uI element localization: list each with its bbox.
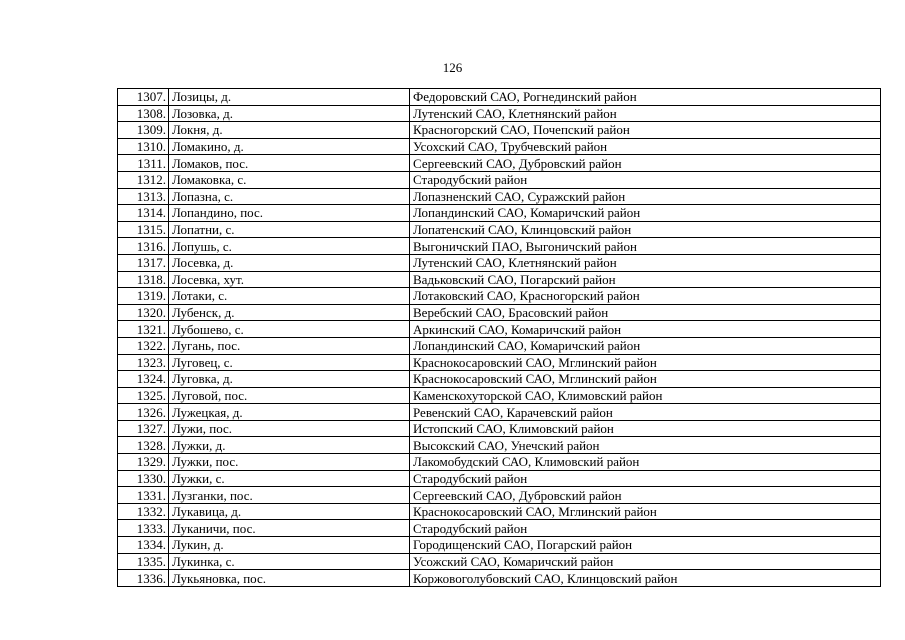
district-name: Ревенский САО, Карачевский район	[410, 404, 881, 421]
row-number: 1332.	[118, 503, 169, 520]
row-number: 1330.	[118, 470, 169, 487]
locality-name: Лужи, пос.	[169, 420, 410, 437]
row-number: 1317.	[118, 254, 169, 271]
row-number: 1308.	[118, 105, 169, 122]
district-name: Сергеевский САО, Дубровский район	[410, 487, 881, 504]
table-row	[118, 537, 881, 554]
row-number: 1335.	[118, 553, 169, 570]
district-name: Сергеевский САО, Дубровский район	[410, 155, 881, 172]
table-row	[118, 470, 881, 487]
locality-name: Луговец, с.	[169, 354, 410, 371]
district-name: Краснокосаровский САО, Мглинский район	[410, 371, 881, 388]
locality-name: Луговой, пос.	[169, 387, 410, 404]
table-row	[118, 570, 881, 587]
district-name: Лутенский САО, Клетнянский район	[410, 105, 881, 122]
table-row	[118, 354, 881, 371]
table-row	[118, 171, 881, 188]
table-row	[118, 553, 881, 570]
locality-name: Лопатни, с.	[169, 221, 410, 238]
district-name: Веребский САО, Брасовский район	[410, 304, 881, 321]
row-number: 1334.	[118, 537, 169, 554]
row-number: 1316.	[118, 238, 169, 255]
table-row	[118, 238, 881, 255]
locality-name: Лосевка, хут.	[169, 271, 410, 288]
district-name: Городищенский САО, Погарский район	[410, 537, 881, 554]
table-row	[118, 520, 881, 537]
row-number: 1331.	[118, 487, 169, 504]
locality-name: Локня, д.	[169, 122, 410, 139]
row-number: 1321.	[118, 321, 169, 338]
locality-name: Лопушь, с.	[169, 238, 410, 255]
table-row	[118, 254, 881, 271]
row-number: 1323.	[118, 354, 169, 371]
table-row	[118, 454, 881, 471]
locality-name: Лозовка, д.	[169, 105, 410, 122]
table-row	[118, 221, 881, 238]
district-name: Стародубский район	[410, 171, 881, 188]
row-number: 1319.	[118, 288, 169, 305]
settlements-table-body	[118, 89, 881, 587]
table-row	[118, 155, 881, 172]
district-name: Усожский САО, Комаричский район	[410, 553, 881, 570]
row-number: 1325.	[118, 387, 169, 404]
district-name: Лопандинский САО, Комаричский район	[410, 337, 881, 354]
locality-name: Лугань, пос.	[169, 337, 410, 354]
table-row	[118, 387, 881, 404]
district-name: Лопазненский САО, Суражский район	[410, 188, 881, 205]
district-name: Аркинский САО, Комаричский район	[410, 321, 881, 338]
district-name: Лотаковский САО, Красногорский район	[410, 288, 881, 305]
district-name: Красногорский САО, Почепский район	[410, 122, 881, 139]
locality-name: Лубенск, д.	[169, 304, 410, 321]
row-number: 1320.	[118, 304, 169, 321]
locality-name: Лужки, пос.	[169, 454, 410, 471]
page-number: 126	[442, 60, 463, 75]
settlements-table	[117, 88, 881, 587]
locality-name: Ломаков, пос.	[169, 155, 410, 172]
locality-name: Лузганки, пос.	[169, 487, 410, 504]
table-row	[118, 205, 881, 222]
table-row	[118, 437, 881, 454]
table-row	[118, 487, 881, 504]
locality-name: Луканичи, пос.	[169, 520, 410, 537]
table-row	[118, 89, 881, 106]
district-name: Каменскохуторской САО, Климовский район	[410, 387, 881, 404]
row-number: 1326.	[118, 404, 169, 421]
locality-name: Лужецкая, д.	[169, 404, 410, 421]
locality-name: Лукавица, д.	[169, 503, 410, 520]
row-number: 1336.	[118, 570, 169, 587]
table-row	[118, 105, 881, 122]
locality-name: Лукинка, с.	[169, 553, 410, 570]
table-row	[118, 271, 881, 288]
row-number: 1312.	[118, 171, 169, 188]
row-number: 1315.	[118, 221, 169, 238]
table-row	[118, 404, 881, 421]
table-row	[118, 337, 881, 354]
table-row	[118, 188, 881, 205]
row-number: 1318.	[118, 271, 169, 288]
district-name: Истопский САО, Климовский район	[410, 420, 881, 437]
table-row	[118, 138, 881, 155]
locality-name: Лотаки, с.	[169, 288, 410, 305]
district-name: Лопандинский САО, Комаричский район	[410, 205, 881, 222]
row-number: 1329.	[118, 454, 169, 471]
locality-name: Лопандино, пос.	[169, 205, 410, 222]
row-number: 1309.	[118, 122, 169, 139]
row-number: 1322.	[118, 337, 169, 354]
district-name: Лопатенский САО, Клинцовский район	[410, 221, 881, 238]
row-number: 1328.	[118, 437, 169, 454]
row-number: 1307.	[118, 89, 169, 106]
row-number: 1333.	[118, 520, 169, 537]
locality-name: Ломаковка, с.	[169, 171, 410, 188]
district-name: Лакомобудский САО, Климовский район	[410, 454, 881, 471]
district-name: Выгоничский ПАО, Выгоничский район	[410, 238, 881, 255]
locality-name: Лозицы, д.	[169, 89, 410, 106]
district-name: Вадьковский САО, Погарский район	[410, 271, 881, 288]
district-name: Коржовоголубовский САО, Клинцовский район	[410, 570, 881, 587]
table-row	[118, 420, 881, 437]
district-name: Краснокосаровский САО, Мглинский район	[410, 503, 881, 520]
row-number: 1314.	[118, 205, 169, 222]
locality-name: Лужки, с.	[169, 470, 410, 487]
locality-name: Лукьяновка, пос.	[169, 570, 410, 587]
table-row	[118, 122, 881, 139]
table-row	[118, 304, 881, 321]
table-row	[118, 503, 881, 520]
district-name: Краснокосаровский САО, Мглинский район	[410, 354, 881, 371]
table-row	[118, 288, 881, 305]
row-number: 1313.	[118, 188, 169, 205]
locality-name: Лопазна, с.	[169, 188, 410, 205]
table-row	[118, 321, 881, 338]
district-name: Усохский САО, Трубчевский район	[410, 138, 881, 155]
locality-name: Лужки, д.	[169, 437, 410, 454]
locality-name: Ломакино, д.	[169, 138, 410, 155]
locality-name: Лосевка, д.	[169, 254, 410, 271]
district-name: Федоровский САО, Рогнединский район	[410, 89, 881, 106]
row-number: 1310.	[118, 138, 169, 155]
district-name: Высокский САО, Унечский район	[410, 437, 881, 454]
district-name: Стародубский район	[410, 470, 881, 487]
row-number: 1327.	[118, 420, 169, 437]
district-name: Стародубский район	[410, 520, 881, 537]
table-row	[118, 371, 881, 388]
row-number: 1311.	[118, 155, 169, 172]
row-number: 1324.	[118, 371, 169, 388]
locality-name: Лукин, д.	[169, 537, 410, 554]
district-name: Лутенский САО, Клетнянский район	[410, 254, 881, 271]
locality-name: Луговка, д.	[169, 371, 410, 388]
locality-name: Лубошево, с.	[169, 321, 410, 338]
